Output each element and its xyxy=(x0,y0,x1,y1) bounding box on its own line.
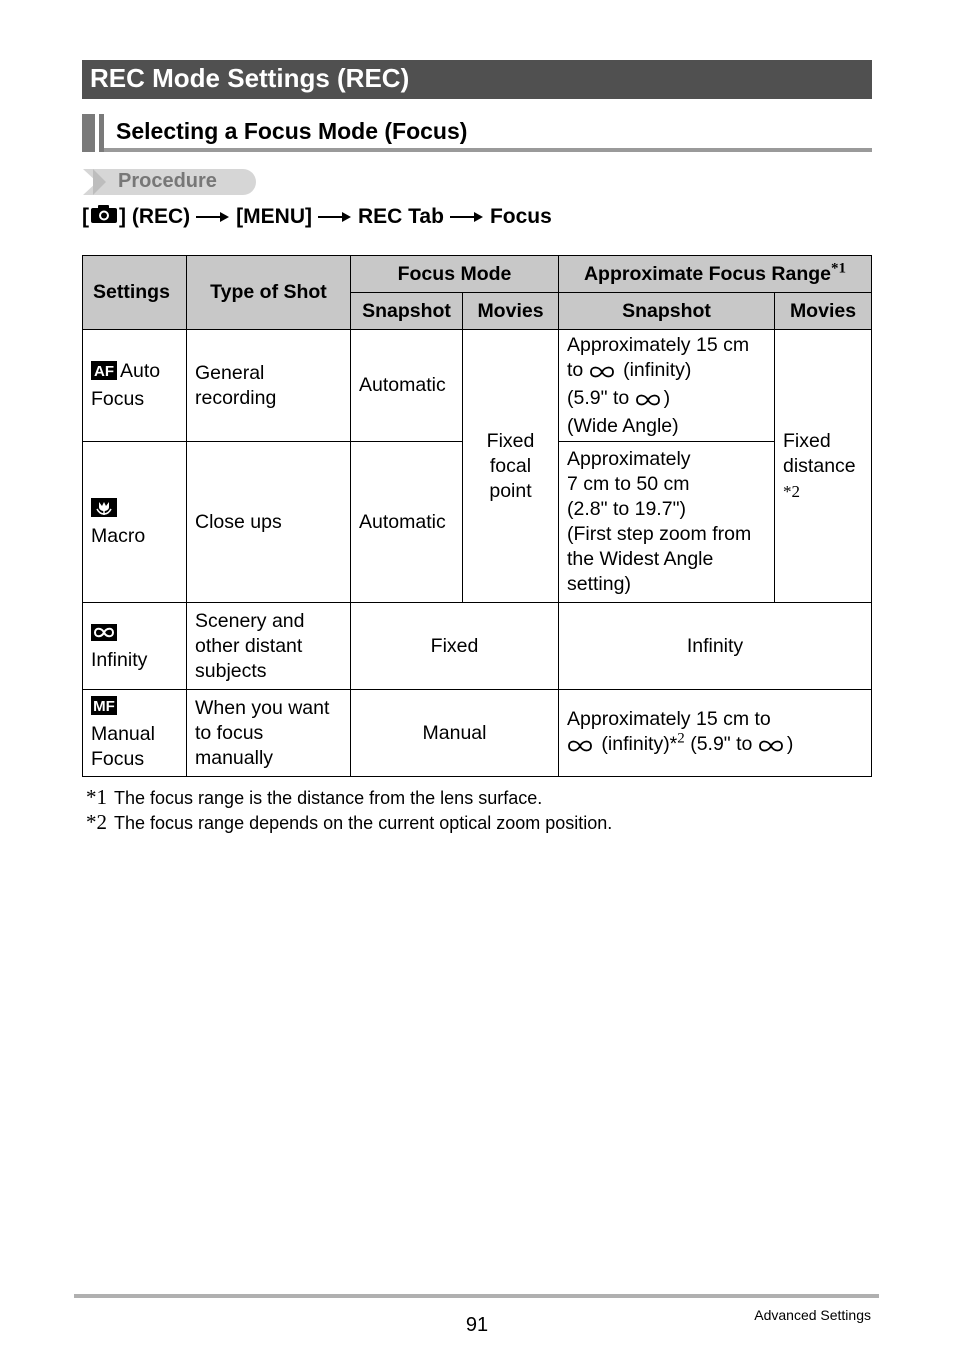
heading-underline xyxy=(104,148,872,152)
svg-text:AF: AF xyxy=(94,363,114,380)
footnote: *2 The focus range depends on the current optical zoom position. xyxy=(86,810,613,834)
shot-cell: When you want to focus manually xyxy=(187,690,351,777)
header-settings: Settings xyxy=(83,256,187,330)
shot-cell: General recording xyxy=(187,330,351,442)
setting-cell: MF Manual Focus xyxy=(83,690,187,777)
table-row xyxy=(83,330,872,442)
mode-cell: Manual xyxy=(351,690,559,777)
movies-range-cell: Fixed distance *2 xyxy=(775,330,872,603)
shot-cell: Scenery and other distant subjects xyxy=(187,603,351,690)
range-cell: Approximately 7 cm to 50 cm (2.8" to 19.7") (First step zoom from the Widest Angle setting) xyxy=(559,442,775,603)
section-title-bar xyxy=(82,60,872,99)
procedure-badge xyxy=(83,169,256,195)
camera-icon xyxy=(90,204,118,230)
subsection-heading xyxy=(82,114,872,152)
footnote-mark: *2 xyxy=(86,810,107,834)
header-focus-mode: Focus Mode xyxy=(351,256,559,293)
heading-stripe xyxy=(99,114,104,152)
infinity-mode-icon xyxy=(91,623,117,648)
header-snapshot: Snapshot xyxy=(559,293,775,330)
header-movies: Movies xyxy=(463,293,559,330)
range-cell: Approximately 15 cm to (infinity) (5.9" to ) (Wide Angle) xyxy=(559,330,775,442)
footnote-mark: *1 xyxy=(86,785,107,809)
infinity-icon xyxy=(635,389,661,414)
infinity-icon xyxy=(758,735,784,760)
footnote-mark: 2 xyxy=(677,730,685,746)
af-icon xyxy=(91,361,117,387)
setting-cell: Infinity xyxy=(83,603,187,690)
header-movies: Movies xyxy=(775,293,872,330)
mode-cell: Automatic xyxy=(351,330,463,442)
header-approx-range: Approximate Focus Range$^{*1}$ xyxy=(559,256,872,293)
path-step-rec: ] (REC) xyxy=(119,205,191,228)
subsection-title: Selecting a Focus Mode (Focus) xyxy=(116,118,468,144)
mode-cell: Automatic xyxy=(351,442,463,603)
range-cell: Approximately 15 cm to (infinity)*$^2$ (5.9" to ) xyxy=(559,690,872,777)
range-cell: Infinity xyxy=(559,603,872,690)
arrow-right-icon xyxy=(450,205,484,229)
infinity-icon xyxy=(567,735,593,760)
section-title: REC Mode Settings (REC) xyxy=(90,63,410,93)
arrow-right-icon xyxy=(318,205,352,229)
mode-cell: Fixed xyxy=(351,603,559,690)
footnote-mark: *2 xyxy=(783,481,800,501)
footer-section-name: Advanced Settings xyxy=(754,1307,871,1323)
infinity-icon xyxy=(589,361,615,386)
macro-flower-icon xyxy=(91,498,117,524)
mf-icon xyxy=(91,696,117,722)
path-step-menu: [MENU] xyxy=(236,205,312,228)
setting-cell: Macro xyxy=(83,442,187,603)
header-type-of-shot: Type of Shot xyxy=(187,256,351,330)
focus-mode-table xyxy=(82,255,872,777)
path-step-rec-tab: REC Tab xyxy=(357,205,444,228)
heading-stripe xyxy=(82,114,95,152)
footnotes xyxy=(86,785,612,835)
header-snapshot: Snapshot xyxy=(351,293,463,330)
footnote-mark: *1 xyxy=(831,260,847,276)
footer-rule xyxy=(74,1294,879,1298)
table-row xyxy=(83,603,872,690)
movies-mode-cell: Fixed focal point xyxy=(463,330,559,603)
procedure-arrow-icon xyxy=(93,169,106,195)
path-step-focus: Focus xyxy=(489,205,552,228)
page-number: 91 xyxy=(465,1314,489,1336)
footnote: *1 The focus range is the distance from the lens surface. xyxy=(86,785,543,809)
svg-text:MF: MF xyxy=(93,698,115,715)
procedure-label: Procedure xyxy=(118,170,217,192)
menu-path xyxy=(82,204,552,230)
setting-cell: AF Auto Focus xyxy=(83,330,187,442)
arrow-right-icon xyxy=(196,205,230,229)
shot-cell: Close ups xyxy=(187,442,351,603)
table-row xyxy=(83,690,872,777)
path-bracket: [ xyxy=(82,205,89,228)
